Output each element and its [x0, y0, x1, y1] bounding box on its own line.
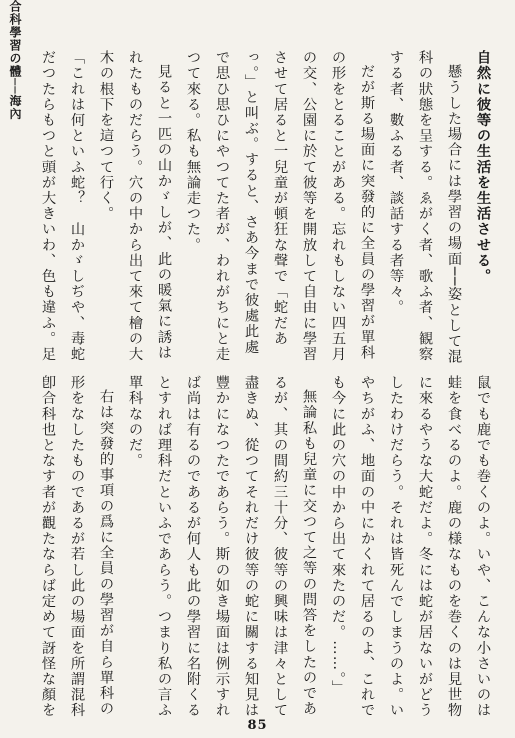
paragraph-1: 自然に彼等の生活を生活させる。	[475, 50, 491, 284]
paragraph-3: だが斯る場面に突發的に全員の學習が單科の形をとることがある。忘れもしない四五月の交、公園に於て彼等を開放して自由に學習させて居ると一兒童が頓狂な聲で「蛇だあっ。」と叫ぶ。すると、さあ今まで彼處此處で思ひ思ひにやつてた者が、われがちにと走つて來る。私も無論走つた。	[185, 50, 375, 362]
paragraph-7: 無論私も兒童に交つて之等の問答をしたのであるが、其の間約三十分、彼等の興味は津々として盡きぬ、從つてそれだけ彼等の蛇に關する知見は豐かになつたであらう。斯の如き場面は例示すれば尚は有るのであるが何人も此の學習に名附くるとすれば理科だといふであらう。つまり私の言ふ單科なのだ。	[127, 375, 317, 719]
running-header: 合科學習の體──海內	[8, 0, 22, 120]
paragraph-6: 鼠でも鹿でも巻くのよ。いや、こんな小さいのは蛙を食べるのよ。鹿の様なものを巻くのは見世物に來るやうな大蛇だよ。冬には蛇が居ないがどうしたわけだらう。それは皆死んでしまうのよ。いやちがふ、地面の中にかくれて居るのよ、これでも今に此の穴の中から出て來たのだ。……。」	[330, 375, 491, 719]
paragraph-4: 見ると一匹の山かゞしが、此の暖氣に誘はれたものだらう。穴の中から出て來て檜の大木の根下を這つて行く。	[98, 50, 172, 362]
paragraph-8: 右は突發的事項の爲に全員の學習が自ら單科の形をなしたものであるが若し此の場面を所謂混科卽合科也となす者が觀たならば定めて訝怪な顏を	[40, 375, 114, 719]
upper-text-block	[27, 50, 497, 370]
lower-text-block	[27, 375, 497, 720]
paragraph-5: 「これは何といふ蛇？ 山かゞしぢや、毒蛇だつたらもつと頭が大きいわ、色も違ふ。足	[40, 50, 85, 362]
paragraph-2: 懸うした場合には學習の場面──姿として混科の狀態を呈する。ゑがく者、歌ふ者、観察する者、數ふる者、談話する者等々。	[388, 50, 462, 365]
page-number: 85	[247, 718, 268, 733]
